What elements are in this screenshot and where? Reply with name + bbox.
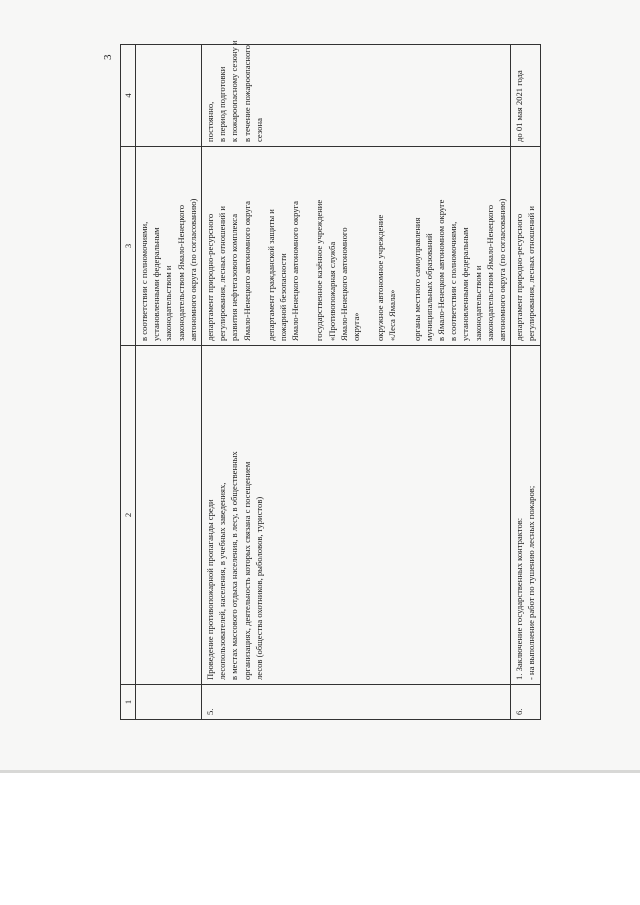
text-line: в местах массового отдыха населения, в лесу, в общественных	[229, 451, 240, 680]
text-line: департамент гражданской защиты и	[265, 209, 276, 341]
text-line: лесов (общества охотников, рыболовов, туристов)	[253, 496, 264, 680]
table-row	[202, 45, 511, 720]
text-line: 1. Заключение государственных контрактов:	[514, 517, 525, 680]
row-description	[511, 346, 540, 685]
continuation-executors	[136, 147, 202, 346]
text-line: Ямало-Ненецкого автономного округа	[241, 201, 252, 341]
continuation-description	[136, 346, 202, 685]
text-line: постоянно,	[205, 101, 216, 142]
spacer	[253, 151, 265, 341]
row-description	[202, 346, 511, 685]
text-line: муниципальных образований	[423, 233, 434, 341]
text-line: автономного округа (по согласованию)	[187, 198, 198, 341]
text-line: в Ямало-Ненецком автономном округе	[436, 199, 447, 341]
text-line: до 01 мая 2021 года	[514, 70, 525, 142]
text-line: в течение пожароопасного	[241, 45, 252, 142]
rotated-document	[100, 40, 555, 740]
text-line: «Леса Ямала»	[387, 289, 398, 341]
header-row	[121, 45, 136, 720]
text-line: департамент природно-ресурсного	[514, 213, 525, 341]
header-col-4: 4	[121, 45, 136, 147]
text-line: организациях, деятельность которых связана с посещением	[241, 461, 252, 680]
page-edge	[0, 770, 640, 773]
text-line: к пожароопасному сезону и	[229, 40, 240, 142]
text-line: в период подготовки	[217, 66, 228, 142]
text-line: государственное казённое учреждение	[314, 199, 325, 341]
header-col-2: 2	[121, 346, 136, 685]
spacer	[301, 151, 313, 341]
page-number: 3	[102, 54, 114, 60]
text-line: лесопользователей, населения, в учебных заведениях,	[217, 482, 228, 680]
text-line: установленными федеральным	[151, 227, 162, 341]
text-line: установленными федеральным	[460, 227, 471, 341]
text-line: Проведение противопожарной пропаганды среди	[205, 499, 216, 680]
spacer	[399, 151, 411, 341]
continuation-num	[136, 685, 202, 720]
text-line: «Противопожарная служба	[326, 241, 337, 341]
text-line: законодательством и	[163, 265, 174, 341]
continuation-row	[136, 45, 202, 720]
text-line: законодательством Ямало-Ненецкого	[484, 204, 495, 341]
text-line: органы местного самоуправления	[411, 217, 422, 341]
row-number: 6.	[511, 685, 540, 720]
text-line: департамент природно-ресурсного	[205, 213, 216, 341]
row-executors	[202, 147, 511, 346]
text-line: округа»	[351, 312, 362, 341]
row-deadline	[511, 45, 540, 147]
text-line: регулирования, лесных отношений и	[217, 205, 228, 341]
text-line: законодательством Ямало-Ненецкого	[175, 204, 186, 341]
schedule-table	[120, 40, 541, 720]
text-line: окружное автономное учреждение	[375, 214, 386, 341]
text-line: пожарной безопасности	[278, 253, 289, 341]
text-line: Ямало-Ненецкого автономного	[338, 227, 349, 341]
header-col-3: 3	[121, 147, 136, 346]
row-deadline	[202, 40, 511, 147]
table-row	[511, 45, 540, 720]
text-line: законодательством и	[472, 265, 483, 341]
text-line: Ямало-Ненецкого автономного округа	[290, 201, 301, 341]
text-line: регулирования, лесных отношений и	[526, 205, 537, 341]
row-number: 5.	[202, 685, 511, 720]
text-line: автономного округа (по согласованию)	[497, 198, 508, 341]
continuation-deadline	[136, 45, 202, 147]
text-line: развития нефтегазового комплекса	[229, 213, 240, 341]
row-executors	[511, 147, 540, 346]
text-line: в соответствии с полномочиями,	[139, 221, 149, 341]
spacer	[362, 151, 374, 341]
text-line: - на выполнение работ по тушению лесных пожаров;	[526, 485, 537, 680]
header-col-1: 1	[121, 685, 136, 720]
text-line: сезона	[253, 118, 264, 142]
text-line: в соответствии с полномочиями,	[448, 221, 459, 341]
